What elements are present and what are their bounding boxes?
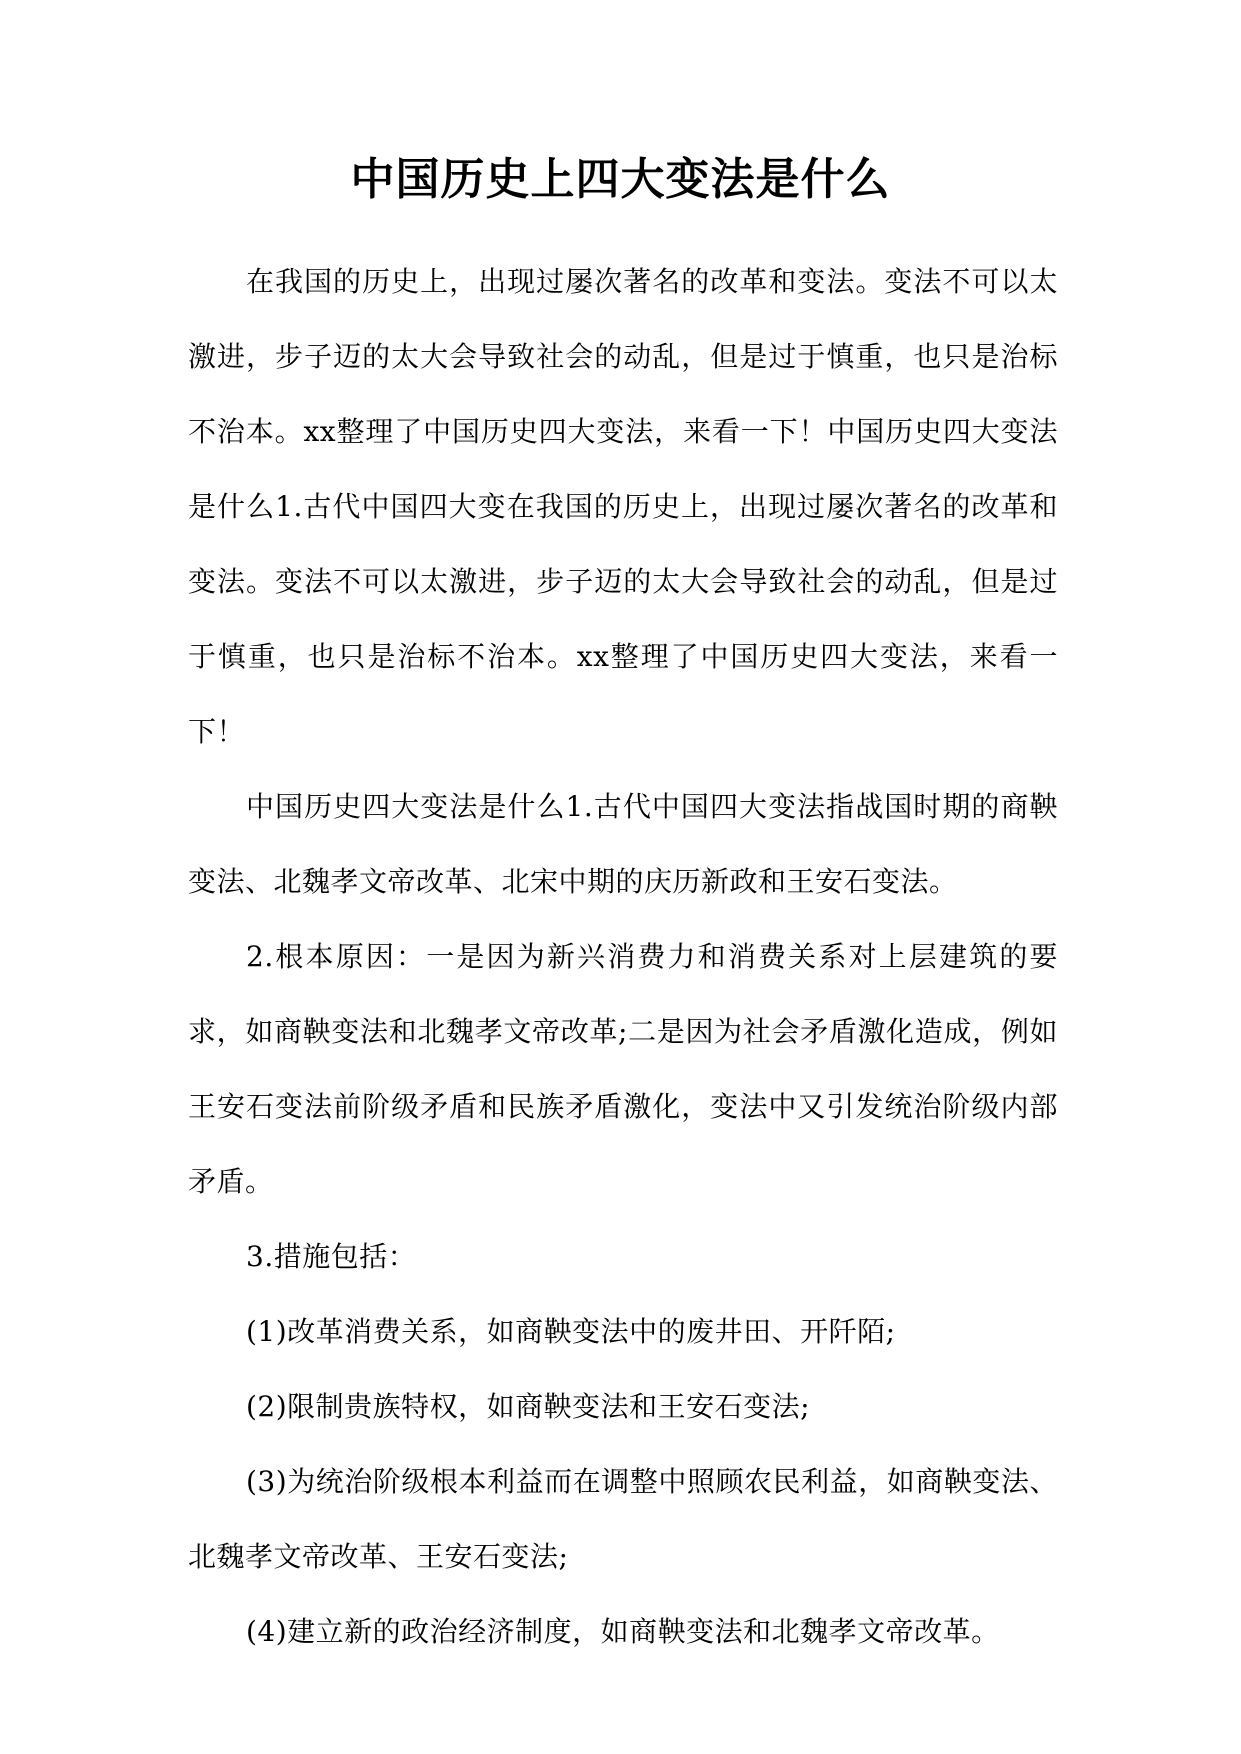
paragraph-measure-1: (1)改革消费关系，如商鞅变法中的废井田、开阡陌; [246,1315,896,1348]
paragraph-intro: 在我国的历史上，出现过屡次著名的改革和变法。变法不可以太激进，步子迈的太大会导致社会的动乱，但是过于慎重，也只是治标不治本。xx整理了中国历史四大变法，来看一下！中国历史四大变法是什么1.古代中国四大变在我国的历史上，出现过屡次著名的改革和变法。变法不可以太激进，步子迈的太大会导致社会的动乱，但是过于慎重，也只是治标不治本。xx整理了中国历史四大变法，来看一下！ [188,265,1058,748]
paragraph-measure-2: (2)限制贵族特权，如商鞅变法和王安石变法; [246,1390,811,1423]
document-title: 中国历史上四大变法是什么 [350,154,891,205]
paragraph-root-causes: 2.根本原因：一是因为新兴消费力和消费关系对上层建筑的要求，如商鞅变法和北魏孝文帝改革;二是因为社会矛盾激化造成，例如王安石变法前阶级矛盾和民族矛盾激化，变法中又引发统治阶级内部矛盾。 [188,940,1058,1198]
paragraph-four-reforms: 中国历史四大变法是什么1.古代中国四大变法指战国时期的商鞅变法、北魏孝文帝改革、北宋中期的庆历新政和王安石变法。 [188,790,1058,898]
paragraph-measures-heading: 3.措施包括： [246,1240,417,1273]
paragraph-measure-3: (3)为统治阶级根本利益而在调整中照顾农民利益，如商鞅变法、北魏孝文帝改革、王安石变法; [188,1465,1058,1573]
paragraph-measure-4: (4)建立新的政治经济制度，如商鞅变法和北魏孝文帝改革。 [246,1615,1000,1648]
document-body [188,244,1058,1669]
